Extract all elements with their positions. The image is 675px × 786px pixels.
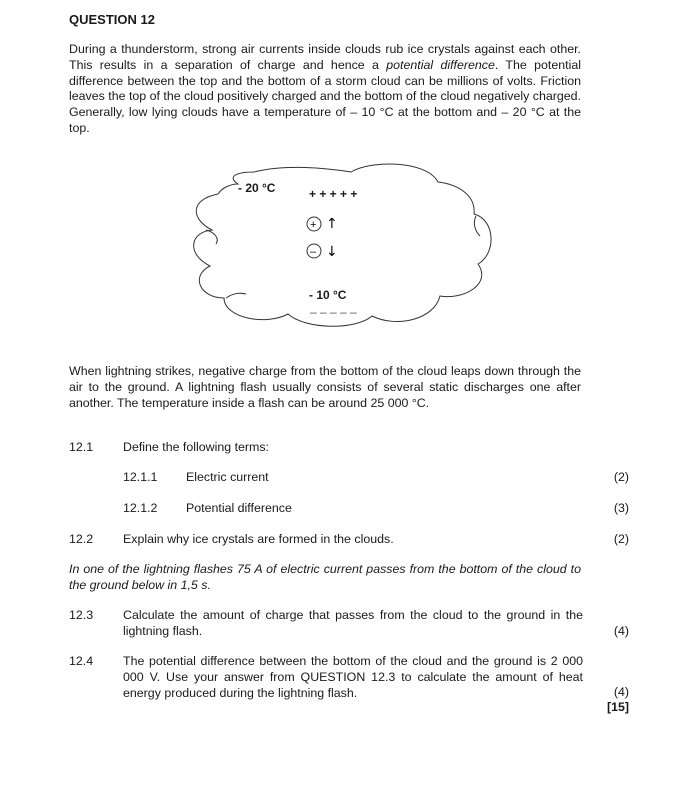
marks-badge: (4) xyxy=(613,685,629,699)
question-title: QUESTION 12 xyxy=(69,12,155,27)
up-arrow-icon: ↑ xyxy=(326,216,338,232)
bottom-charges: – – – – – xyxy=(310,305,357,319)
top-temperature: - 20 °C xyxy=(238,181,276,195)
bottom-temperature: - 10 °C xyxy=(309,288,347,302)
item-text: Explain why ice crystals are formed in the clouds. xyxy=(123,532,394,546)
subitem-number: 12.1.2 xyxy=(123,501,158,515)
top-charges: + + + + + xyxy=(309,187,358,201)
item-number: 12.3 xyxy=(69,608,94,622)
negative-symbol: – xyxy=(310,246,317,258)
subitem-text: Potential difference xyxy=(186,501,292,515)
marks-badge: (4) xyxy=(613,624,629,638)
total-marks: [15] xyxy=(606,700,629,714)
lightning-paragraph: When lightning strikes, negative charge from the bottom of the cloud leaps down through the air to the ground. A lightning flash usually consists of several static discharges one after another. The temperature inside a flash can be around 25 000 °C. xyxy=(69,364,581,410)
intro-text-2: . The potential difference between the top and the bottom of a storm cloud can be millions of volts. Friction leaves the top of the cloud positively charged and the bottom of the cloud negatively charged. Generally, low lying clouds have a temperature of – 10 °C at the bottom and – 20 °C at the top. xyxy=(69,57,581,135)
intro-paragraph xyxy=(69,42,581,137)
marks-badge: (2) xyxy=(613,470,629,484)
item-text: Define the following terms: xyxy=(123,440,270,454)
item-number: 12.1 xyxy=(69,440,94,454)
scenario-paragraph: In one of the lightning flashes 75 A of electric current passes from the bottom of the cloud to the ground below in 1,5 s. xyxy=(69,562,581,592)
item-text: Calculate the amount of charge that passes from the cloud to the ground in the lightning flash. xyxy=(123,608,583,638)
subitem-number: 12.1.1 xyxy=(123,470,158,484)
item-number: 12.2 xyxy=(69,532,94,546)
storm-cloud-diagram xyxy=(176,158,506,338)
positive-symbol: + xyxy=(310,219,317,231)
down-arrow-icon: ↓ xyxy=(326,244,338,260)
item-number: 12.4 xyxy=(69,654,94,668)
intro-text-1: During a thunderstorm, strong air currents inside clouds rub ice crystals against each other. This results in a separation of charge and hence a xyxy=(69,42,581,72)
item-text: The potential difference between the bottom of the cloud and the ground is 2 000 000 V. Use your answer from QUESTION 12.3 to calculate the amount of heat energy produced during the lightning flash. xyxy=(123,654,583,700)
subitem-text: Electric current xyxy=(186,470,269,484)
marks-badge: (2) xyxy=(613,532,629,546)
marks-badge: (3) xyxy=(613,501,629,515)
intro-emphasis: potential difference xyxy=(386,57,495,72)
